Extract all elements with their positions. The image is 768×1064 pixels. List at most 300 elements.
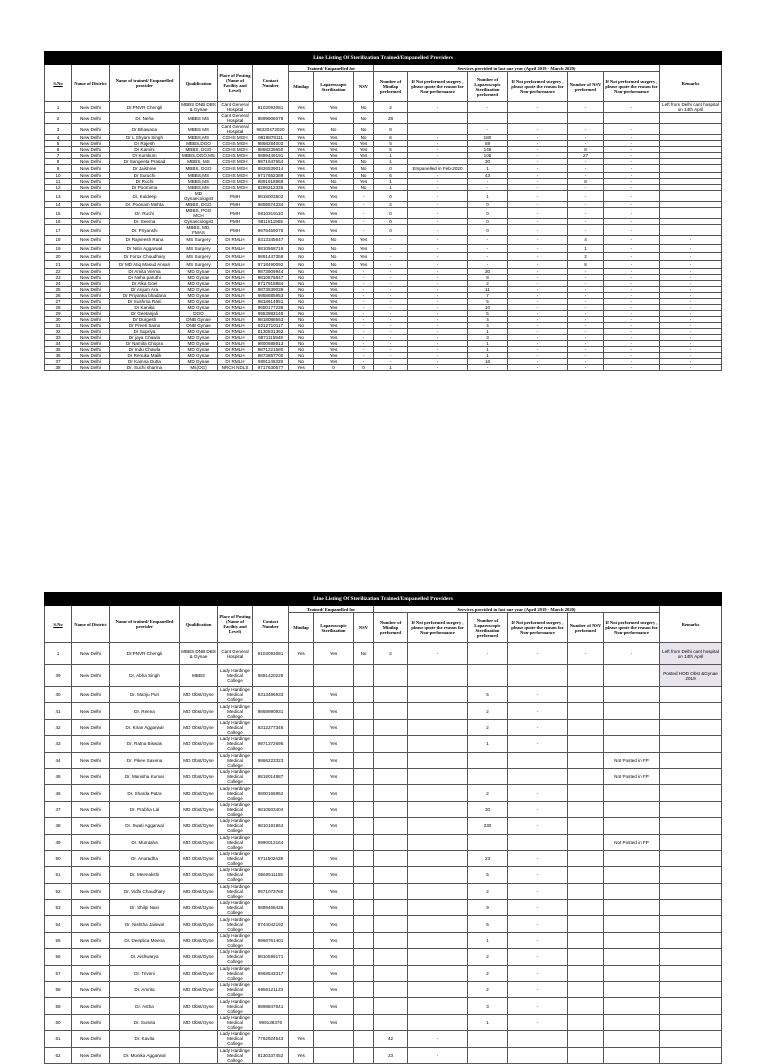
cell-laparoscopic: Yes <box>314 159 354 165</box>
cell-lap-performed: 1 <box>468 1014 508 1030</box>
cell-qualification: MD Obst/Gyne <box>180 982 218 998</box>
cell-provider: Dr. Suchi sharma <box>110 365 180 371</box>
cell-minilap-performed: 0 <box>374 208 408 219</box>
cell-reason-1 <box>408 949 468 965</box>
cell-remarks <box>660 703 722 719</box>
cell-nsv-performed: 8 <box>568 261 604 269</box>
cell-minilap-performed: 1 <box>374 159 408 165</box>
cell-remarks <box>660 208 722 219</box>
cell-lap-performed: 2 <box>468 982 508 998</box>
listing-page-2 <box>44 592 721 1064</box>
cell-nsv <box>354 785 374 801</box>
cell-reason-3: - <box>604 365 660 371</box>
cell-minilap <box>289 932 314 948</box>
cell-reason-1 <box>408 982 468 998</box>
cell-minilap <box>289 900 314 916</box>
cell-minilap-performed: - <box>374 341 408 347</box>
cell-remarks <box>660 998 722 1014</box>
cell-sno: 61 <box>45 1031 72 1047</box>
cell-contact: 9800688813 <box>253 341 289 347</box>
table-row <box>45 736 722 752</box>
cell-provider: Dr. Sharda Patra <box>110 785 180 801</box>
cell-minilap <box>289 834 314 850</box>
cell-minilap-performed: - <box>374 311 408 317</box>
cell-sno: 23 <box>45 275 72 281</box>
cell-lap-performed <box>468 113 508 124</box>
cell-contact: 8744042192 <box>253 916 289 932</box>
cell-minilap-performed: 2 <box>374 102 408 113</box>
cell-reason-2: - <box>508 124 568 135</box>
cell-posting: Lady Hardinge Medical College <box>218 768 253 784</box>
cell-minilap <box>289 883 314 899</box>
cell-provider: Dr Ruchi <box>110 179 180 185</box>
cell-reason-1: - <box>408 293 468 299</box>
cell-remarks: - <box>660 335 722 341</box>
cell-nsv-performed: 8 <box>568 179 604 185</box>
cell-remarks: Posted HOD Obst &Gynae 2019 <box>660 665 722 687</box>
cell-nsv-performed: - <box>568 305 604 311</box>
cell-reason-2: - <box>508 147 568 153</box>
cell-minilap-performed <box>374 883 408 899</box>
cell-reason-3: - <box>604 208 660 219</box>
cell-reason-3: - <box>604 153 660 159</box>
cell-district: New Delhi <box>72 261 110 269</box>
cell-minilap: Yes <box>289 643 314 665</box>
cell-contact: 9953883148 <box>253 311 289 317</box>
cell-minilap-performed: - <box>374 317 408 323</box>
cell-laparoscopic <box>314 1047 354 1063</box>
cell-provider: Dr. Monika Aggarwal <box>110 1047 180 1063</box>
cell-sno: 11 <box>45 179 72 185</box>
cell-minilap: No <box>289 269 314 275</box>
cell-sno: 50 <box>45 850 72 866</box>
cell-posting: Dr RMLH <box>218 335 253 341</box>
cell-minilap <box>289 982 314 998</box>
cell-laparoscopic: No <box>314 124 354 135</box>
cell-lap-performed <box>468 1031 508 1047</box>
cell-qualification: MD Gynae <box>180 287 218 293</box>
cell-district: New Delhi <box>72 299 110 305</box>
cell-reason-3 <box>604 1031 660 1047</box>
cell-reason-3: - <box>604 643 660 665</box>
cell-remarks <box>660 191 722 202</box>
cell-minilap-performed: 0 <box>374 219 408 225</box>
cell-district: New Delhi <box>72 124 110 135</box>
cell-nsv-performed: - <box>568 311 604 317</box>
cell-provider: Dr. Reena <box>110 703 180 719</box>
col-minilap-performed: Number of Minilap performed <box>374 72 408 102</box>
cell-reason-1 <box>408 124 468 135</box>
cell-nsv-performed: - <box>568 173 604 179</box>
cell-nsv: No <box>354 173 374 179</box>
cell-reason-3 <box>604 982 660 998</box>
cell-reason-1: - <box>408 102 468 113</box>
cell-nsv <box>354 687 374 703</box>
cell-district: New Delhi <box>72 173 110 179</box>
cell-laparoscopic: Yes <box>314 102 354 113</box>
cell-contact: 9818014887 <box>253 768 289 784</box>
cell-qualification: Ms(OG) <box>180 365 218 371</box>
cell-sno: 45 <box>45 768 72 784</box>
cell-laparoscopic: Yes <box>314 687 354 703</box>
cell-lap-performed: 2 <box>468 719 508 735</box>
cell-sno: 7 <box>45 153 72 159</box>
cell-minilap: No <box>289 244 314 252</box>
cell-provider: Dr Preeti Saina <box>110 323 180 329</box>
cell-minilap-performed: 6 <box>374 135 408 141</box>
listing-page-1 <box>44 51 721 371</box>
cell-district: New Delhi <box>72 275 110 281</box>
cell-lap-performed: 230 <box>468 818 508 834</box>
cell-reason-3: - <box>604 165 660 173</box>
cell-posting: PMH <box>218 202 253 208</box>
table-row <box>45 1047 722 1063</box>
cell-posting: Lady Hardinge Medical College <box>218 736 253 752</box>
cell-nsv-performed: - <box>568 135 604 141</box>
cell-qualification: MS Surgery <box>180 261 218 269</box>
cell-minilap-performed: 0 <box>374 191 408 202</box>
cell-provider: Dr MD Atiq Masud Ansari <box>110 261 180 269</box>
cell-sno: 14 <box>45 202 72 208</box>
cell-minilap-performed: 1 <box>374 179 408 185</box>
cell-contact: 96320472020 <box>253 124 289 135</box>
cell-sno: 60 <box>45 1014 72 1030</box>
cell-contact: 9891420228 <box>253 665 289 687</box>
cell-minilap: Yes <box>289 113 314 124</box>
cell-minilap: Yes <box>289 202 314 208</box>
cell-contact: 9650177238 <box>253 305 289 311</box>
cell-provider: Dr Kamna Dutta <box>110 359 180 365</box>
cell-laparoscopic: Yes <box>314 867 354 883</box>
cell-reason-1: - <box>408 244 468 252</box>
cell-reason-3 <box>604 949 660 965</box>
cell-lap-performed: 1 <box>468 736 508 752</box>
cell-posting: Dr RMLH <box>218 252 253 260</box>
cell-remarks <box>660 165 722 173</box>
cell-nsv: - <box>354 323 374 329</box>
cell-contact: 9103093081 <box>253 102 289 113</box>
cell-minilap: No <box>289 359 314 365</box>
cell-sno: 10 <box>45 173 72 179</box>
cell-remarks: - <box>660 236 722 244</box>
cell-reason-3: Not Posted in FP <box>604 752 660 768</box>
cell-laparoscopic: Yes <box>314 317 354 323</box>
cell-contact: 9800166952 <box>253 785 289 801</box>
cell-qualification: MD Obst/Gyne <box>180 965 218 981</box>
cell-minilap-performed: 2 <box>374 202 408 208</box>
cell-qualification: MBBS,DGO <box>180 141 218 147</box>
cell-district: New Delhi <box>72 311 110 317</box>
cell-contact: 9899449191 <box>253 153 289 159</box>
cell-minilap: No <box>289 293 314 299</box>
cell-nsv: Yes <box>354 236 374 244</box>
cell-minilap-performed <box>374 719 408 735</box>
cell-posting: Dr RMLH <box>218 244 253 252</box>
cell-minilap: No <box>289 236 314 244</box>
cell-reason-2: - <box>508 102 568 113</box>
cell-minilap: Yes <box>289 147 314 153</box>
cell-contact: 9868239650 <box>253 147 289 153</box>
table-row <box>45 719 722 735</box>
cell-remarks <box>660 124 722 135</box>
table-row <box>45 244 722 252</box>
cell-district: New Delhi <box>72 643 110 665</box>
cell-remarks: - <box>660 305 722 311</box>
cell-reason-2: - <box>508 141 568 147</box>
cell-nsv <box>354 665 374 687</box>
cell-sno: 44 <box>45 752 72 768</box>
col-reason-1: If Not performed surgery , please quote the reason for Non-performance <box>408 613 468 643</box>
cell-nsv: - <box>354 335 374 341</box>
cell-reason-2: - <box>508 173 568 179</box>
cell-sno: 26 <box>45 293 72 299</box>
table-row <box>45 949 722 965</box>
cell-district: New Delhi <box>72 323 110 329</box>
cell-qualification: MD Obst/Gyne <box>180 736 218 752</box>
col-minilap: Minilap <box>289 72 314 102</box>
col-provider: Name of trained/ Empanelled provider <box>110 606 180 643</box>
col-minilap-performed: Number of Minilap performed <box>374 613 408 643</box>
table-row <box>45 834 722 850</box>
cell-remarks: - <box>660 359 722 365</box>
cell-lap-performed: 4 <box>468 317 508 323</box>
cell-sno: 9 <box>45 165 72 173</box>
cell-laparoscopic: Yes <box>314 347 354 353</box>
cell-district: New Delhi <box>72 329 110 335</box>
cell-reason-3: - <box>604 252 660 260</box>
cell-district: New Delhi <box>72 703 110 719</box>
cell-posting: PMH <box>218 225 253 236</box>
cell-laparoscopic: Yes <box>314 1014 354 1030</box>
cell-sno: 25 <box>45 287 72 293</box>
cell-reason-2: - <box>508 801 568 817</box>
cell-posting: Lady Hardinge Medical College <box>218 834 253 850</box>
cell-remarks <box>660 867 722 883</box>
cell-minilap-performed: 28 <box>374 113 408 124</box>
cell-laparoscopic: Yes <box>314 752 354 768</box>
cell-minilap: Yes <box>289 185 314 191</box>
table-row <box>45 365 722 371</box>
cell-reason-1 <box>408 932 468 948</box>
cell-minilap <box>289 850 314 866</box>
cell-laparoscopic: No <box>314 261 354 269</box>
cell-sno: 2 <box>45 113 72 124</box>
col-qualification: Qualification <box>180 65 218 102</box>
cell-reason-1: - <box>408 252 468 260</box>
cell-reason-1: - <box>408 305 468 311</box>
cell-contact: 9899574234 <box>253 202 289 208</box>
cell-lap-performed: 3 <box>468 998 508 1014</box>
cell-minilap <box>289 916 314 932</box>
cell-laparoscopic: No <box>314 179 354 185</box>
cell-provider: Dr Kumkum <box>110 153 180 159</box>
cell-reason-2 <box>508 1047 568 1063</box>
cell-reason-1: - <box>408 353 468 359</box>
cell-reason-1: - <box>408 219 468 225</box>
cell-district: New Delhi <box>72 1031 110 1047</box>
cell-minilap: Yes <box>289 191 314 202</box>
cell-reason-1 <box>408 900 468 916</box>
cell-provider: Dr. Swati Aggarwal <box>110 818 180 834</box>
cell-district: New Delhi <box>72 219 110 225</box>
table-row <box>45 916 722 932</box>
table-row <box>45 965 722 981</box>
cell-minilap-performed: - <box>374 287 408 293</box>
cell-reason-3: - <box>604 219 660 225</box>
cell-minilap-performed: - <box>374 293 408 299</box>
cell-reason-1: - <box>408 159 468 165</box>
cell-minilap <box>289 785 314 801</box>
cell-posting: CGHS MGH <box>218 141 253 147</box>
col-minilap: Minilap <box>289 613 314 643</box>
cell-provider: Dr. Manisha Kumar <box>110 768 180 784</box>
cell-reason-3: - <box>604 353 660 359</box>
cell-qualification: MBBS,MS <box>180 179 218 185</box>
cell-nsv: No <box>354 159 374 165</box>
cell-sno: 62 <box>45 1047 72 1063</box>
cell-qualification: MBBS, MS <box>180 159 218 165</box>
cell-reason-2: - <box>508 261 568 269</box>
cell-lap-performed: - <box>468 124 508 135</box>
cell-nsv: Yes <box>354 141 374 147</box>
cell-provider: Dr.Bhawana <box>110 124 180 135</box>
cell-qualification: MD Obst/Gyne <box>180 703 218 719</box>
cell-reason-3: - <box>604 287 660 293</box>
cell-nsv: Yes <box>354 147 374 153</box>
cell-nsv-performed: - <box>568 165 604 173</box>
cell-contact: 9891918969 <box>253 179 289 185</box>
cell-reason-1: - <box>408 191 468 202</box>
cell-reason-1: - <box>408 225 468 236</box>
cell-reason-2 <box>508 1031 568 1047</box>
cell-qualification: MBBS, MD, FMAS <box>180 225 218 236</box>
cell-district: New Delhi <box>72 353 110 359</box>
cell-laparoscopic: No <box>314 244 354 252</box>
cell-provider: Dr Anjum Ara <box>110 287 180 293</box>
cell-nsv: - <box>354 293 374 299</box>
cell-provider: Dr. Seema <box>110 219 180 225</box>
cell-district: New Delhi <box>72 236 110 244</box>
cell-minilap: No <box>289 323 314 329</box>
cell-laparoscopic: No <box>314 236 354 244</box>
cell-laparoscopic: Yes <box>314 281 354 287</box>
cell-reason-3: - <box>604 147 660 153</box>
cell-provider: Dr.PNVR Chengli <box>110 643 180 665</box>
cell-reason-3 <box>604 965 660 981</box>
cell-qualification <box>180 1047 218 1063</box>
cell-contact: 9810876847 <box>253 275 289 281</box>
cell-qualification: MD Gynae <box>180 347 218 353</box>
cell-nsv-performed: - <box>568 299 604 305</box>
cell-minilap-performed <box>374 703 408 719</box>
cell-sno: 39 <box>45 665 72 687</box>
cell-reason-2: - <box>508 219 568 225</box>
table-row <box>45 665 722 687</box>
cell-laparoscopic: Yes <box>314 703 354 719</box>
cell-sno: 12 <box>45 185 72 191</box>
cell-nsv-performed: - <box>568 185 604 191</box>
cell-reason-3 <box>604 998 660 1014</box>
cell-reason-2: - <box>508 179 568 185</box>
cell-reason-2: - <box>508 236 568 244</box>
cell-lap-performed: 30 <box>468 269 508 275</box>
col-reason-1: If Not performed surgery , please quote the reason for Non-performance <box>408 72 468 102</box>
cell-qualification: DNB Gynae <box>180 317 218 323</box>
cell-provider: Dr. Kiran Aggarwal <box>110 719 180 735</box>
cell-nsv: - <box>354 329 374 335</box>
cell-minilap: Yes <box>289 135 314 141</box>
cell-lap-performed <box>468 1047 508 1063</box>
cell-minilap-performed: 1 <box>374 153 408 159</box>
cell-laparoscopic: Yes <box>314 850 354 866</box>
cell-reason-3: - <box>604 323 660 329</box>
cell-reason-1: - <box>408 347 468 353</box>
cell-laparoscopic: Yes <box>314 353 354 359</box>
cell-reason-2: - <box>508 850 568 866</box>
cell-reason-2: - <box>508 1014 568 1030</box>
cell-sno: 20 <box>45 252 72 260</box>
cell-reason-2: - <box>508 949 568 965</box>
cell-posting: Lady Hardinge Medical College <box>218 801 253 817</box>
cell-qualification: MD Gynae <box>180 329 218 335</box>
cell-nsv-performed: - <box>568 347 604 353</box>
table-row <box>45 1014 722 1030</box>
cell-minilap: Yes <box>289 1031 314 1047</box>
cell-nsv <box>354 932 374 948</box>
cell-lap-performed: - <box>468 244 508 252</box>
cell-remarks <box>660 752 722 768</box>
cell-nsv: - <box>354 208 374 219</box>
cell-nsv-performed <box>568 801 604 817</box>
cell-minilap <box>289 998 314 1014</box>
cell-contact: 9871115949 <box>253 335 289 341</box>
cell-posting: CGHS MGH <box>218 179 253 185</box>
cell-sno: 15 <box>45 208 72 219</box>
cell-district: New Delhi <box>72 965 110 981</box>
cell-provider: Dr Alka Goel <box>110 281 180 287</box>
cell-qualification: MBBS, DGO <box>180 165 218 173</box>
cell-qualification: MD Obst/Gyne <box>180 768 218 784</box>
cell-nsv: No <box>354 113 374 124</box>
table-body-1 <box>45 102 722 371</box>
cell-provider: Dr Namita Chopra <box>110 341 180 347</box>
cell-remarks: - <box>660 299 722 305</box>
cell-nsv-performed <box>568 113 604 124</box>
cell-reason-1: - <box>408 141 468 147</box>
cell-minilap <box>289 703 314 719</box>
col-services-group: Services provided in last one year (April 2019 - March 2020) <box>374 65 660 72</box>
cell-reason-2: - <box>508 135 568 141</box>
col-lap-performed: Number of Laparoscopic Sterilization performed <box>468 72 508 102</box>
cell-reason-2: - <box>508 293 568 299</box>
cell-nsv-performed <box>568 818 604 834</box>
cell-nsv <box>354 1031 374 1047</box>
cell-reason-3: - <box>604 102 660 113</box>
cell-nsv <box>354 736 374 752</box>
cell-contact: 9958685953 <box>253 293 289 299</box>
cell-minilap-performed: 0 <box>374 165 408 173</box>
cell-sno: 28 <box>45 305 72 311</box>
cell-reason-2: - <box>508 353 568 359</box>
cell-provider: Dr. Sumita <box>110 1014 180 1030</box>
cell-minilap: No <box>289 281 314 287</box>
cell-nsv <box>354 703 374 719</box>
cell-sno: 51 <box>45 867 72 883</box>
cell-reason-2: - <box>508 916 568 932</box>
cell-contact: 9312277346 <box>253 719 289 735</box>
cell-district: New Delhi <box>72 335 110 341</box>
cell-lap-performed: 5 <box>468 687 508 703</box>
